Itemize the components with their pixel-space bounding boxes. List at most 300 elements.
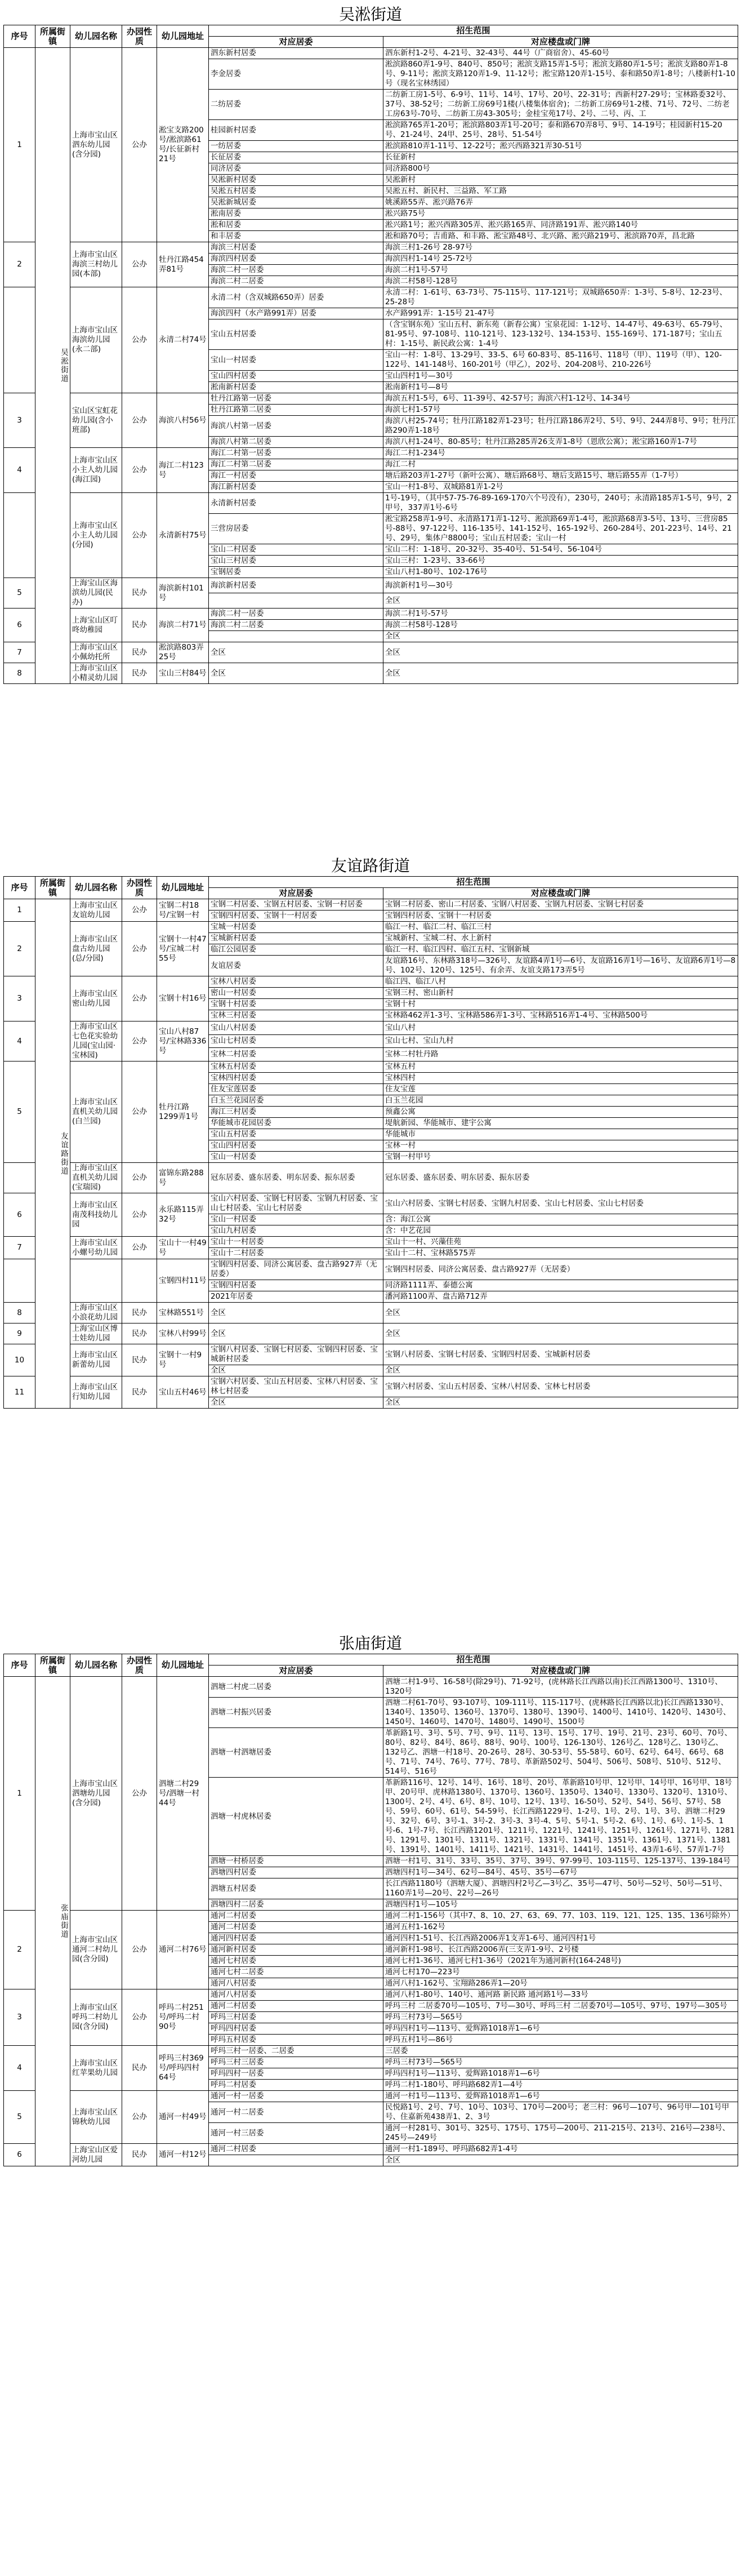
enrollment-address: 同济路800号 xyxy=(383,163,738,175)
neighborhood-committee: 宝山九村居委 xyxy=(209,1225,383,1237)
enrollment-address: 宝山十一村、兴藻佳苑 xyxy=(383,1237,738,1248)
neighborhood-committee: 宝林五村居委 xyxy=(209,1062,383,1073)
neighborhood-committee: 长征居委 xyxy=(209,152,383,163)
school-address: 宝山十一村49号 xyxy=(157,1237,209,1259)
enrollment-address: 宝钢二村居委、密山二村居委、宝钢八村居委、宝钢九村居委、宝钢七村居委 xyxy=(383,899,738,911)
enrollment-address: 住友宝莲 xyxy=(383,1084,738,1095)
neighborhood-committee: 海滨二村一居委 xyxy=(209,609,383,620)
table-row xyxy=(4,642,738,663)
neighborhood-committee: 泗塘四村居委 xyxy=(209,1867,383,1878)
neighborhood-committee: 宝山二村居委 xyxy=(209,544,383,556)
neighborhood-committee: 牡丹江路第二居委 xyxy=(209,405,383,416)
table-row xyxy=(4,287,738,308)
neighborhood-committee: 海江二村第二居委 xyxy=(209,459,383,470)
header-cell: 所属街镇 xyxy=(35,877,70,899)
table-row xyxy=(4,976,738,988)
enrollment-address: 泗塘四村1号—34号、62号—84号、45号、35号—67号 xyxy=(383,1867,738,1878)
enrollment-address: 全区 xyxy=(383,1397,738,1409)
school-address: 牡丹江路454弄81号 xyxy=(157,242,209,287)
row-number: 7 xyxy=(4,642,35,663)
row-number: 3 xyxy=(4,393,35,448)
row-number: 2 xyxy=(4,1911,35,1989)
header-range: 招生范围 xyxy=(209,25,738,37)
enrollment-address: 通河一村281号、301号、325号、175号、175号—200号、211-215号、213号、216号—238号、245号—249号 xyxy=(383,2123,738,2144)
school-address: 海滨二村71号 xyxy=(157,609,209,642)
enrollment-address: 通河七村1-36号、通河七村1-36号（2021年为通河新村(164-248号) xyxy=(383,1956,738,1967)
school-address: 永清新村75号 xyxy=(157,493,209,578)
enrollment-address: 通河一村1号—113号、爱辉路1018弄1—6号 xyxy=(383,2091,738,2102)
table-row xyxy=(4,578,738,593)
header-range: 招生范围 xyxy=(209,877,738,888)
neighborhood-committee: 通河八村居委 xyxy=(209,1978,383,1989)
header-address: 对应楼盘或门牌 xyxy=(383,37,738,48)
enrollment-address: 淞滨路860弄1-9号、840号、850号；淞滨支路15弄1-5号；淞滨支路80弄1-5号；淞滨支路80弄1-8号、9-11号；淞滨支路120弄1-9、11-12号；淞宝路120弄1-15号、泰和路50弄1-8号；八楼新村1-10号（现名宝林绣园） xyxy=(383,59,738,90)
neighborhood-committee: 三营房居委 xyxy=(209,514,383,544)
neighborhood-committee: 密山一村居委 xyxy=(209,988,383,999)
school-nature: 公办 xyxy=(122,48,157,242)
enrollment-address: 二纺新工房1-5号、6-9号、11号、14号、17号、20号、22-31号；西新村27-29号；宝林路委32号、37号、38-52号；二纺新工房69号1楼(八楼集体宿舍)；二纺新工房69号1-2楼、71号、72号、二纺老工房63号-70号、二纺新工房43-305号；金桂宝苑17号、2号、二号、丙、工 xyxy=(383,90,738,120)
table-row xyxy=(4,663,738,684)
kindergarten-name: 上海市宝山区海滨幼儿园(永二部) xyxy=(70,287,122,393)
neighborhood-committee: 全区 xyxy=(209,642,383,663)
enrollment-address: 通河一村1-189号、呼玛路682弄1-4号 xyxy=(383,2144,738,2155)
enrollment-address: 通河八村1-162号、宝翔路286弄1—20号 xyxy=(383,1978,738,1989)
neighborhood-committee: 宝山八村居委 xyxy=(209,1021,383,1035)
enrollment-address: 1号-19号，（其中57-75-76-89-169-170六个号没有），230号，240号；永清路185弄1-5号，9号，2甲号，337弄1号-6号 xyxy=(383,493,738,514)
kindergarten-name: 上海市宝山区小浪花幼儿园 xyxy=(70,1303,122,1323)
school-address: 海滨八村56号 xyxy=(157,393,209,448)
enrollment-address: 全区 xyxy=(383,1303,738,1323)
school-address: 宝钢十一村47号/宝城二村55号 xyxy=(157,922,209,976)
neighborhood-committee: 海江三村居委 xyxy=(209,1107,383,1118)
neighborhood-committee: 永清新村居委 xyxy=(209,493,383,514)
enrollment-address: 呼玛三村73号—565号 xyxy=(383,2012,738,2023)
neighborhood-committee: 泗塘一村泗塘居委 xyxy=(209,1728,383,1778)
school-address: 宝钢十一村9号 xyxy=(157,1344,209,1376)
enrollment-address: 革新路1号、3号、5号、7号、9号、11号、13号、15号、17号、19号、21号、23号、60号、70号、80号、82号、84号、86号、88号、90号、100号、126-130号、126号乙、128号乙、130号乙、132号乙、泗塘一村18号、20-26号、28号、30-53号、55-58号、60号、62号、64号、66号、68号、71号、74号、76号、77号、78号、革新路502号、504号、506号、508号、510号、512号、514号、516号 xyxy=(383,1728,738,1778)
school-nature: 公办 xyxy=(122,1677,157,1911)
neighborhood-committee: 吴淞新村居委 xyxy=(209,175,383,186)
school-nature: 公办 xyxy=(122,1193,157,1237)
enrollment-address: 吴淞新村 xyxy=(383,175,738,186)
table-row xyxy=(4,1303,738,1323)
kindergarten-name: 上海市宝山区海滨三村幼儿园(本部) xyxy=(70,242,122,287)
school-address: 海滨新村101号 xyxy=(157,578,209,609)
row-number: 2 xyxy=(4,242,35,287)
neighborhood-committee: 宝山十一村居委 xyxy=(209,1237,383,1248)
enrollment-address: 泗塘四村1号—105号 xyxy=(383,1899,738,1911)
row-number: 1 xyxy=(4,48,35,242)
school-nature: 民办 xyxy=(122,663,157,684)
enrollment-address: 泗塘二村61-70号、93-107号、109-111号、115-117号、(虎林路长江西路以北)长江西路1330号、1340号、1350号、1360号、1370号、1380号、1390号、1400号、1410号、1420号、1430号、1450号、1460号、1470号、1480号、1490号、1500号 xyxy=(383,1698,738,1728)
enrollment-address: 宝钢六村居委、宝山五村居委、宝林八村居委、宝林七村居委 xyxy=(383,1376,738,1397)
kindergarten-name: 上海市宝山区直机关幼儿园(白兰园) xyxy=(70,1062,122,1163)
neighborhood-committee: 宝山五村居委 xyxy=(209,319,383,350)
enrollment-address: 预鑫公寓 xyxy=(383,1107,738,1118)
school-nature: 民办 xyxy=(122,2046,157,2091)
enrollment-address: 呼玛三村 二居委70号—105号、7号—30号、呼玛三村 二居委70号—105号、97号、197号—305号 xyxy=(383,2001,738,2012)
kindergarten-name: 上海市宝山区通河二村幼儿园(含分园) xyxy=(70,1911,122,1989)
enrollment-address: 宝城新村、宝城二村、水上新村 xyxy=(383,933,738,944)
school-nature: 公办 xyxy=(122,1163,157,1193)
neighborhood-committee: 宝山一村居委 xyxy=(209,1214,383,1225)
enrollment-address: 同济路1111弄、泰德公寓 xyxy=(383,1280,738,1291)
enrollment-address: 海滨四村1-14号 25-72号 xyxy=(383,254,738,265)
row-number: 9 xyxy=(4,1323,35,1344)
neighborhood-committee: 同济居委 xyxy=(209,163,383,175)
enrollment-address: 吴淞五村、新民村、三益路、军工路 xyxy=(383,186,738,197)
neighborhood-committee: 全区 xyxy=(209,1397,383,1409)
header-cell: 序号 xyxy=(4,25,35,48)
enrollment-address: 长征新村 xyxy=(383,152,738,163)
neighborhood-committee: 淞南居委 xyxy=(209,208,383,220)
neighborhood-committee: 通河四村居委 xyxy=(209,1933,383,1944)
enrollment-address: 淞和路70号；吉甫路、和丰路、淞宝路48号、北兴路、淞兴路219号、淞滨路70弄，昌北路 xyxy=(383,231,738,242)
neighborhood-committee: 呼玛四村居委 xyxy=(209,2023,383,2035)
neighborhood-committee: 海滨新村居委 xyxy=(209,578,383,593)
header-cell: 序号 xyxy=(4,877,35,899)
school-address: 呼玛三村369号/呼玛四村64号 xyxy=(157,2046,209,2091)
neighborhood-committee: 通河二村居委 xyxy=(209,2001,383,2012)
school-address: 宝林八村99号 xyxy=(157,1323,209,1344)
enrollment-table xyxy=(3,1654,738,2166)
school-address: 淞滨路803弄25号 xyxy=(157,642,209,663)
enrollment-table xyxy=(3,876,738,1409)
neighborhood-committee: 呼玛三村三居委 xyxy=(209,2057,383,2068)
neighborhood-committee: 全区 xyxy=(209,1365,383,1376)
neighborhood-committee: 临江公园居委 xyxy=(209,944,383,956)
row-number: 1 xyxy=(4,1677,35,1911)
school-address: 宝钢四村11号 xyxy=(157,1259,209,1303)
neighborhood-committee: 海滨二村二居委 xyxy=(209,620,383,631)
kindergarten-name: 上海市宝山区小精灵幼儿园 xyxy=(70,663,122,684)
enrollment-address: 海滨七村1-57号 xyxy=(383,405,738,416)
enrollment-address: 呼玛二村1-180号、呼玛路682弄1—4号 xyxy=(383,2080,738,2091)
school-address: 淞宝支路200号/淞滨路61号/长征新村21号 xyxy=(157,48,209,242)
header-cell: 序号 xyxy=(4,1654,35,1677)
header-cell: 幼儿园地址 xyxy=(157,1654,209,1677)
neighborhood-committee: 通河七村二居委 xyxy=(209,1967,383,1978)
kindergarten-name: 上海市宝山区密山幼儿园 xyxy=(70,976,122,1021)
neighborhood-committee: 牡丹江路第一居委 xyxy=(209,393,383,405)
neighborhood-committee: 海滨四村居委 xyxy=(209,254,383,265)
neighborhood-committee: 宝林四村居委 xyxy=(209,1073,383,1084)
kindergarten-name: 上海市宝山区行知幼儿园 xyxy=(70,1376,122,1409)
enrollment-table xyxy=(3,25,738,684)
row-number xyxy=(4,1259,35,1303)
enrollment-address: 淞兴路1号；淞兴西路305弄、淞兴路165弄、同济路191弄、淞兴路140号 xyxy=(383,220,738,231)
header-cell: 办园性质 xyxy=(122,25,157,48)
school-nature: 公办 xyxy=(122,1062,157,1163)
enrollment-address: 海滨三村1-26号 28-97号 xyxy=(383,242,738,254)
section-title: 友谊路街道 xyxy=(331,858,410,875)
neighborhood-committee: 呼玛三村一居委、二居委 xyxy=(209,2046,383,2057)
enrollment-address: 呼玛四村1号—113号、爱辉路1018弄1—6号 xyxy=(383,2068,738,2080)
neighborhood-committee: 宝钢二村居委、宝钢五村居委、宝钢一村居委 xyxy=(209,899,383,911)
row-number xyxy=(4,1163,35,1193)
neighborhood-committee: 淞南新村居委 xyxy=(209,382,383,393)
enrollment-address: 全区 xyxy=(383,663,738,684)
neighborhood-committee: 冠东居委、盛东居委、明东居委、振东居委 xyxy=(209,1163,383,1193)
neighborhood-committee: 宝山三村居委 xyxy=(209,556,383,567)
school-address: 牡丹江路1299弄1号 xyxy=(157,1062,209,1163)
kindergarten-name: 上海市宝山区红苹果幼儿园 xyxy=(70,2046,122,2091)
header-range: 招生范围 xyxy=(209,1654,738,1665)
street-name: 张庙街道 xyxy=(35,1677,70,2166)
kindergarten-name: 上海市宝山区小主人幼儿园(海江园) xyxy=(70,448,122,493)
row-number: 3 xyxy=(4,976,35,1021)
row-number: 3 xyxy=(4,1989,35,2046)
school-nature: 公办 xyxy=(122,1989,157,2046)
school-nature: 公办 xyxy=(122,287,157,393)
kindergarten-name: 上海市宝山区盘古幼儿园(总/分园) xyxy=(70,922,122,976)
enrollment-address: 宝山六村居委、宝钢七村居委、宝钢九村居委、宝山七村居委、宝山七村居委 xyxy=(383,1193,738,1214)
enrollment-address: 临江一村、临江四村、临江五村、宝钢新城 xyxy=(383,944,738,956)
neighborhood-committee: 海江二村第一居委 xyxy=(209,448,383,459)
school-nature: 公办 xyxy=(122,2091,157,2144)
table-row xyxy=(4,1323,738,1344)
neighborhood-committee: 宝林三村居委 xyxy=(209,1010,383,1021)
neighborhood-committee: 泗塘一村虎林居委 xyxy=(209,1778,383,1856)
enrollment-address: 泗东新村1-2号、4-21号、32-43号、44号（广商宿舍）、45-60号 xyxy=(383,48,738,59)
neighborhood-committee: 海滨四村（水产路991弄）居委 xyxy=(209,308,383,319)
street-name: 吴淞街道 xyxy=(35,48,70,684)
neighborhood-committee: 呼玛五村居委 xyxy=(209,2035,383,2046)
school-nature: 民办 xyxy=(122,609,157,642)
enrollment-address: 堤航新园、华能城市、建宇公寓 xyxy=(383,1118,738,1129)
school-nature: 公办 xyxy=(122,1911,157,1989)
enrollment-address: 海江二村 xyxy=(383,459,738,470)
neighborhood-committee: 泗东新村居委 xyxy=(209,48,383,59)
row-number: 5 xyxy=(4,2091,35,2144)
neighborhood-committee xyxy=(209,2155,383,2166)
table-row xyxy=(4,1989,738,2001)
school-nature: 民办 xyxy=(122,1303,157,1323)
enrollment-address: 泗塘二村1-9号、16-58号(除29号)、71-92号，(虎林路长江西路以南)长江西路1300号、1310号、1320号 xyxy=(383,1677,738,1698)
neighborhood-committee: 吴淞五村居委 xyxy=(209,186,383,197)
header-cell: 所属街镇 xyxy=(35,25,70,48)
neighborhood-committee: 一纺居委 xyxy=(209,141,383,152)
neighborhood-committee: 通河一村一居委 xyxy=(209,2091,383,2102)
neighborhood-committee: 通河七村居委 xyxy=(209,1956,383,1967)
kindergarten-name xyxy=(70,1259,122,1303)
enrollment-address: 通河二村1-156号（其中7、8、10、27、63、69、77、103、119、121、125、135、136号除外） xyxy=(383,1911,738,1922)
table-row xyxy=(4,1021,738,1035)
neighborhood-committee: 通河八村居委 xyxy=(209,1989,383,2001)
table-row xyxy=(4,1677,738,1698)
enrollment-address: 淞宝路258弄1-9号、永清路171弄1-12号、淞滨路69弄1-4号，淞滨路68弄3-5号、13号、三营房85号-88号、97-122号、116-135号、141-152号、165-192号、260-284号、201-223号、14号、21号、29号，集体户8800号；宝山五村居委；宝山一村 xyxy=(383,514,738,544)
enrollment-address: 宝钢八村居委、宝钢七村居委、宝钢四村居委、宝城新村居委 xyxy=(383,1344,738,1365)
enrollment-address: 宝林一村 xyxy=(383,1140,738,1152)
neighborhood-committee: 泗塘四村二居委 xyxy=(209,1899,383,1911)
enrollment-address: 冠东居委、盛东居委、明东居委、振东居委 xyxy=(383,1163,738,1193)
neighborhood-committee: 宝钢四村居委、宝钢十一村居委 xyxy=(209,911,383,922)
table-row xyxy=(4,1911,738,1922)
neighborhood-committee: 泗塘五村居委 xyxy=(209,1878,383,1899)
row-number xyxy=(4,287,35,393)
enrollment-address: 海滨五村1-5号，6号、11-39号、42-57号；海滨六村1-12号、14-34号 xyxy=(383,393,738,405)
enrollment-address: 海滨二村1号-57号 xyxy=(383,609,738,620)
enrollment-address: 海滨八村1-24号、80-85号；牡丹江路285弄26支弄1-8号（恩欣公寓）；淞宝路160弄1-7号 xyxy=(383,437,738,448)
school-nature: 公办 xyxy=(122,1021,157,1062)
enrollment-address: 宝山八村1-80号、102-176号 xyxy=(383,567,738,578)
row-number: 8 xyxy=(4,663,35,684)
neighborhood-committee xyxy=(209,593,383,609)
enrollment-address: 海滨八村25-74号；牡丹江路182弄1-23号；牡丹江路186弄2号、5号、9号、244弄8号、9号；牡丹江路290弄1-18号 xyxy=(383,416,738,437)
enrollment-address: 海滨新村1号—30号 xyxy=(383,578,738,593)
row-number: 6 xyxy=(4,2144,35,2166)
kindergarten-name: 上海市宝山区直机关幼儿园(宝瑞园) xyxy=(70,1163,122,1193)
neighborhood-committee: 宝山七村居委 xyxy=(209,1034,383,1048)
row-number xyxy=(4,493,35,578)
neighborhood-committee xyxy=(209,631,383,642)
neighborhood-committee: 宝林八村居委 xyxy=(209,976,383,988)
school-nature: 民办 xyxy=(122,1376,157,1409)
neighborhood-committee: 通河二村居委 xyxy=(209,1911,383,1922)
kindergarten-name: 上海市宝山区小佩幼托所 xyxy=(70,642,122,663)
row-number: 2 xyxy=(4,922,35,976)
neighborhood-committee: 宝钢四村居委、同济公寓居委、盘古路927弄（无居委） xyxy=(209,1259,383,1280)
neighborhood-committee: 淞和居委 xyxy=(209,220,383,231)
neighborhood-committee: 和丰居委 xyxy=(209,231,383,242)
enrollment-address: 宝山十二村、宝林路575弄 xyxy=(383,1248,738,1259)
row-number: 10 xyxy=(4,1344,35,1376)
enrollment-address: 宝林二村牡丹路 xyxy=(383,1048,738,1062)
enrollment-address: 长江西路1180号（泗塘大厦）、泗塘四村2号乙—3号乙、35号—47号、50号—52号、50号—51号、1160弄1号—20号、22号—26号 xyxy=(383,1878,738,1899)
neighborhood-committee: 通河一村二居委 xyxy=(209,2102,383,2123)
header-cell: 幼儿园名称 xyxy=(70,25,122,48)
table-row xyxy=(4,1376,738,1397)
school-nature: 民办 xyxy=(122,642,157,663)
neighborhood-committee: 全区 xyxy=(209,1323,383,1344)
school-address: 宝钢十村16号 xyxy=(157,976,209,1021)
row-number: 4 xyxy=(4,448,35,493)
enrollment-address: 泗塘一村1号、31号、33号、35号、37号、39号、97-99号、103-115号、125-137号、139-184号 xyxy=(383,1856,738,1867)
row-number: 6 xyxy=(4,609,35,642)
enrollment-address: 宝林五村 xyxy=(383,1062,738,1073)
neighborhood-committee: 泗塘一村桥居委 xyxy=(209,1856,383,1867)
enrollment-address: 淞南新村1号—8号 xyxy=(383,382,738,393)
school-address: 海江二村123号 xyxy=(157,448,209,493)
neighborhood-committee: 海江新村居委 xyxy=(209,482,383,493)
school-address: 宝林路551号 xyxy=(157,1303,209,1323)
enrollment-address: 宝钢四村居委、宝钢十一村居委 xyxy=(383,911,738,922)
school-nature: 民办 xyxy=(122,1323,157,1344)
neighborhood-committee: 宝钢四村居委 xyxy=(209,1280,383,1291)
header-cell: 幼儿园名称 xyxy=(70,1654,122,1677)
neighborhood-committee: 宝钢六村居委、宝山五村居委、宝林八村居委、宝林七村居委 xyxy=(209,1376,383,1397)
neighborhood-committee: 宝山十二村居委 xyxy=(209,1248,383,1259)
table-row xyxy=(4,1193,738,1214)
row-number: 5 xyxy=(4,1062,35,1163)
school-address: 泗塘二村29号/泗塘一村44号 xyxy=(157,1677,209,1911)
enrollment-address: 宝林四村 xyxy=(383,1073,738,1084)
neighborhood-committee: 通河新村居委 xyxy=(209,1944,383,1956)
neighborhood-committee: 通河二村居委 xyxy=(209,2144,383,2155)
enrollment-address: 姚溪路55弄、淞兴路76弄 xyxy=(383,197,738,208)
enrollment-address: 淞兴路75号 xyxy=(383,208,738,220)
enrollment-address: 革新路116号、12号、14号、16号、18号、20号、革新路10号甲、12号甲、14号甲、16号甲、18号甲、20号甲、虎林路1380号、1370号、1360号、1350号、1340号、1330号、1320号、1310号、1300号、2号、4号、6号、8号、10号、12号、13号、16-50号、52号、54号、56号、57号、58号、59号、60号、61号、54-59号、长江西路1229号、1-2号、1号、2号、1号、3号、泗塘二村29号、32号、6号、3号-1、3号-2、3号-3、3号-4、5号、5号-1、5号-2、6号、1号、6号、1号-5、1号-6、1号-7号、长江西路1201号、1211号、1221号、1241号、1251号、1261号、1271号、1281号、1291号、1301号、1311号、1321号、1331号、1341号、1351号、1361号、1371号、1381号、1391号、1401号、1411号、1421号、1431号、1441号、1451号、43弄1-6号、57弄1-7号 xyxy=(383,1778,738,1856)
enrollment-address: 友谊路16号、东林路318号—326号、友谊路4弄1号—6号、友谊路16弄1号—16号、友谊路6弄1号—8号、102号、120号、125号、有余弄、友谊支路173弄5号 xyxy=(383,956,738,976)
school-nature: 公办 xyxy=(122,922,157,976)
neighborhood-committee: 白玉兰花园居委 xyxy=(209,1095,383,1107)
neighborhood-committee: 全区 xyxy=(209,1303,383,1323)
neighborhood-committee: 海滨八村第二居委 xyxy=(209,437,383,448)
neighborhood-committee: 宝钢十村居委 xyxy=(209,999,383,1010)
enrollment-address: 通河五村1-162号 xyxy=(383,1922,738,1933)
neighborhood-committee: 通河二村居委 xyxy=(209,1922,383,1933)
header-committee: 对应居委 xyxy=(209,37,383,48)
header-committee: 对应居委 xyxy=(209,1665,383,1677)
neighborhood-committee: 海滨二村一居委 xyxy=(209,265,383,276)
school-address: 宝钢二村18号/宝钢一村 xyxy=(157,899,209,922)
enrollment-address: 宝山七村、宝山九村 xyxy=(383,1034,738,1048)
school-address: 永清二村74号 xyxy=(157,287,209,393)
school-nature: 公办 xyxy=(122,976,157,1021)
table-row xyxy=(4,1163,738,1193)
enrollment-address: 华能城市 xyxy=(383,1129,738,1140)
school-address: 宝山三村84号 xyxy=(157,663,209,684)
school-nature: 民办 xyxy=(122,2144,157,2166)
enrollment-address: 宝钢四村居委、同济公寓居委、盘古路927弄（无居委） xyxy=(383,1259,738,1280)
enrollment-address: 淞滨路765弄1-20号；淞滨路803弄1号-20号；泰和路670弄8号、9号、14-19号；桂园新村15-20号、21-24号、24甲、25号、28号、51-54号 xyxy=(383,120,738,141)
kindergarten-name: 上海市宝山区七色花实验幼儿园(宝山园·宝林园) xyxy=(70,1021,122,1062)
table-row xyxy=(4,2046,738,2057)
school-nature: 公办 xyxy=(122,393,157,448)
enrollment-address: 宝山二村：1-18号、20-32号、35-40号、51-54号、56-104号 xyxy=(383,544,738,556)
school-nature: 公办 xyxy=(122,1237,157,1259)
neighborhood-committee: 全区 xyxy=(209,663,383,684)
table-row xyxy=(4,493,738,514)
enrollment-address: 临江四、临江八村 xyxy=(383,976,738,988)
neighborhood-committee: 李金居委 xyxy=(209,59,383,90)
enrollment-address: 永清二村：1-61号、63-73号、75-115号、117-121号；双城路650弄：1-3号、5-8号、12-23号、25-28号 xyxy=(383,287,738,308)
neighborhood-committee: 二纺居委 xyxy=(209,90,383,120)
table-row xyxy=(4,922,738,933)
enrollment-address: 海滨二村58号-128号 xyxy=(383,276,738,287)
neighborhood-committee: 宝山五村居委 xyxy=(209,1129,383,1140)
neighborhood-committee: 海滨二村二居委 xyxy=(209,276,383,287)
enrollment-address: 含：海江公寓 xyxy=(383,1214,738,1225)
neighborhood-committee: 海滨八村第一居委 xyxy=(209,416,383,437)
enrollment-address: 宝钢一村甲号 xyxy=(383,1152,738,1163)
enrollment-address: 全区 xyxy=(383,593,738,609)
header-address: 对应楼盘或门牌 xyxy=(383,888,738,899)
neighborhood-committee: 桂园新村居委 xyxy=(209,120,383,141)
table-row xyxy=(4,1237,738,1248)
row-number: 1 xyxy=(4,899,35,922)
neighborhood-committee: 宝钢八村居委、宝钢七村居委、宝钢四村居委、宝城新村居委 xyxy=(209,1344,383,1365)
neighborhood-committee: 泗塘二村振兴居委 xyxy=(209,1698,383,1728)
kindergarten-name: 上海市宝山区友谊幼儿园 xyxy=(70,899,122,922)
enrollment-address: 含：中艺花园 xyxy=(383,1225,738,1237)
table-row xyxy=(4,899,738,911)
neighborhood-committee: 华能城市花园居委 xyxy=(209,1118,383,1129)
kindergarten-name: 上海宝山区叮咚幼稚园 xyxy=(70,609,122,642)
section-title: 张庙街道 xyxy=(338,1635,402,1653)
header-cell: 幼儿园地址 xyxy=(157,877,209,899)
kindergarten-name: 上海宝山区海滨幼儿园(民办) xyxy=(70,578,122,609)
row-number: 4 xyxy=(4,2046,35,2091)
kindergarten-name: 宝山区宝虹花幼儿园(含小班部) xyxy=(70,393,122,448)
school-address: 通河一村12号 xyxy=(157,2144,209,2166)
enrollment-address: 三居委 xyxy=(383,2046,738,2057)
neighborhood-committee: 宝山四村居委 xyxy=(209,1140,383,1152)
row-number: 4 xyxy=(4,1021,35,1062)
table-row xyxy=(4,1259,738,1280)
kindergarten-name: 上海市宝山区南茂科技幼儿园 xyxy=(70,1193,122,1237)
neighborhood-committee: 永清二村（含双城路650弄）居委 xyxy=(209,287,383,308)
